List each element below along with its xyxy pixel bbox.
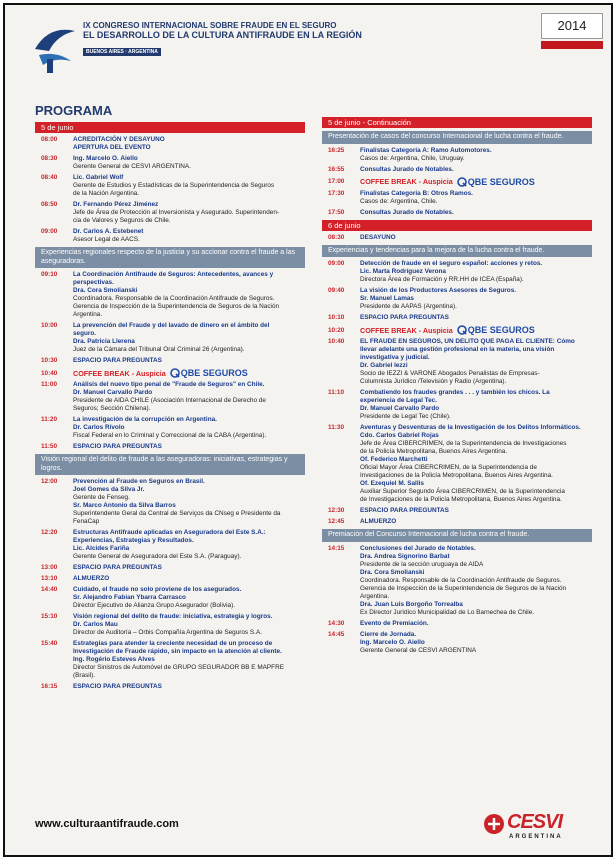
- item-title: ESPACIO PARA PREGUNTAS: [360, 507, 449, 514]
- qbe-name: QBE SEGUROS: [180, 368, 248, 378]
- item-title: experiencia de Legal Tec.: [360, 397, 437, 404]
- schedule-item: [35, 443, 305, 451]
- item-detail: Jefe de Área de Protección al Inversionista y Asegurado. Superintenden-: [73, 209, 280, 216]
- item-detail: Casos de: Argentina, Chile.: [360, 197, 438, 205]
- item-title: Cdo. Carlos Gabriel Rojas: [360, 432, 439, 439]
- item-body: [73, 381, 305, 413]
- item-time: 16:25: [328, 146, 345, 154]
- item-title: Joel Gomes da Silva Jr.: [73, 486, 145, 493]
- item-detail: Gerencia de Inspección de la Superintendencia de Seguros de la Nación: [360, 584, 567, 592]
- item-time: 16:55: [328, 165, 345, 173]
- item-title: APERTURA DEL EVENTO: [73, 144, 151, 151]
- item-body: [360, 234, 592, 242]
- item-body: [73, 322, 305, 354]
- qbe-name: QBE SEGUROS: [467, 176, 535, 187]
- item-time: 09:40: [328, 287, 345, 294]
- section-heading: Experiencias regionales respecto de la justicia y su accionar contra el fraude a las aseguradoras.: [35, 247, 305, 268]
- program-heading: PROGRAMA: [35, 103, 113, 118]
- item-body: [360, 631, 592, 655]
- item-title: Análisis del nuevo tipo penal de "Fraude de Seguros" en Chile.: [73, 381, 265, 388]
- schedule-item: [322, 314, 592, 322]
- schedule-item: [35, 155, 305, 171]
- congress-title: EL DESARROLLO DE LA CULTURA ANTIFRAUDE EN LA REGIÓN: [83, 30, 362, 40]
- header-title-block: [83, 21, 423, 58]
- schedule-item: [322, 260, 592, 284]
- item-detail: Argentina.: [360, 592, 390, 600]
- item-title: Estructuras Antifraude aplicadas en Aseguradora del Este S.A.:: [73, 529, 266, 536]
- qbe-emblem-icon: [170, 368, 180, 378]
- coffee-break: [322, 177, 592, 187]
- year-badge: 2014: [541, 13, 603, 39]
- item-title: Of. Federico Marchetti: [360, 456, 428, 463]
- item-title: Sr. Alejandro Fabian Ybarra Carrasco: [73, 594, 186, 601]
- section-heading: Premiación del Concurso Internacional de lucha contra el fraude.: [322, 529, 592, 542]
- item-detail: Gerente de Estudios y Estadísticas de la Superintendencia de Seguros: [73, 182, 275, 189]
- item-title: Sr. Marco Antonio da Silva Barros: [73, 502, 176, 509]
- item-title: Ing. Rogério Esteves Alves: [73, 656, 155, 663]
- item-body: [73, 155, 305, 171]
- item-title: Dr. Carlos A. Estebenet: [73, 228, 144, 235]
- congress-logo-icon: [31, 21, 79, 75]
- item-title: Dra. Andrea Signorino Barbat: [360, 552, 450, 560]
- coffee-break: [322, 325, 592, 335]
- cesvi-logo: [483, 811, 593, 851]
- item-detail: Presidente de la sección uruguaya de AIDA: [360, 560, 484, 568]
- coffee-break-label: COFFEE BREAK - Auspicia: [73, 368, 166, 378]
- item-detail: Director de Auditoría – Orbis Compañía Argentina de Seguros S.A.: [73, 629, 262, 636]
- item-title: Evento de Premiación.: [360, 619, 429, 627]
- coffee-break-label: COFFEE BREAK - Auspicia: [360, 177, 453, 186]
- item-body: [73, 201, 305, 225]
- schedule-item: [322, 190, 592, 206]
- item-detail: Gerente de Fenseg.: [73, 494, 130, 501]
- item-title: Cierre de Jornada.: [360, 630, 417, 638]
- item-body: [73, 136, 305, 152]
- item-title: Cuidado, el fraude no solo proviene de los asegurados.: [73, 586, 242, 593]
- item-body: [360, 338, 592, 386]
- item-detail: FenaCap: [73, 518, 100, 525]
- item-title: ESPACIO PARA PREGUNTAS: [73, 357, 162, 364]
- schedule-item: [35, 564, 305, 572]
- item-detail: Oficial Mayor Área CIBERCRIMEN, de la Superintendencia de: [360, 464, 537, 471]
- item-time: 12:45: [328, 518, 345, 525]
- item-time: 10:30: [41, 357, 58, 364]
- schedule-item: [35, 416, 305, 440]
- item-detail: cia de Valores y Seguros de Chile.: [73, 217, 171, 224]
- item-title: Consultas Jurado de Notables.: [360, 208, 454, 216]
- qbe-emblem-icon: [457, 177, 467, 187]
- schedule-item: [322, 620, 592, 628]
- schedule-item: [35, 228, 305, 244]
- item-time: 14:15: [328, 544, 345, 552]
- item-time: 12:20: [41, 529, 58, 536]
- item-body: [360, 209, 592, 217]
- item-detail: Gerencia de Inspección de la Superintendencia de Seguros de la Nación: [73, 303, 280, 310]
- item-time: 11:20: [41, 416, 57, 423]
- item-title: Lic. Gabriel Wolf: [73, 174, 124, 181]
- item-detail: Presidente de Legal Tec (Chile).: [360, 413, 451, 420]
- schedule-item: [322, 209, 592, 217]
- item-time: 09:00: [41, 228, 58, 235]
- qbe-logo: [457, 325, 535, 335]
- qbe-emblem-icon: [457, 325, 467, 335]
- schedule-item: [322, 507, 592, 515]
- item-detail: Superintendente Geral da Central de Serviços da CNseg e Presidente da: [73, 510, 281, 517]
- item-title: Dr. Manuel Carvallo Pardo: [360, 405, 440, 412]
- congress-location: BUENOS AIRES · ARGENTINA: [83, 48, 161, 56]
- day-heading: 5 de junio - Continuación: [322, 117, 592, 128]
- item-title: Ing. Marcelo O. Aiello: [73, 155, 138, 162]
- item-time: 10:40: [41, 369, 58, 377]
- cesvi-brand: CESVI: [507, 811, 563, 833]
- item-title: Estrategias para atender la creciente necesidad de un proceso de: [73, 640, 273, 647]
- item-body: [360, 424, 592, 504]
- item-detail: Coordinadora. Responsable de la Coordinación Antifraude de Seguros.: [360, 576, 562, 584]
- section-heading: Visión regional del delito de fraude a las aseguradoras: iniciativas, estrategias y logros.: [35, 454, 305, 475]
- program-page: [3, 3, 613, 857]
- item-time: 08:40: [41, 174, 58, 181]
- item-title: Investigación de Fraude rápido, sin impacto en la atención al cliente.: [73, 648, 282, 655]
- item-title: investigativa y judicial.: [360, 354, 430, 361]
- item-body: [360, 620, 592, 628]
- item-detail: Directora Área de Formación y RR.HH de ICEA (España).: [360, 276, 524, 283]
- section-heading: Experiencias y tendencias para la mejora de la lucha contra el fraude.: [322, 245, 592, 258]
- item-time: 12:00: [41, 478, 58, 485]
- schedule-item: [322, 389, 592, 421]
- item-body: [73, 575, 305, 583]
- item-time: 11:30: [328, 424, 344, 431]
- item-title: Lic. Alcides Fariña: [73, 545, 130, 552]
- item-detail: Casos de: Argentina, Chile, Uruguay.: [360, 154, 465, 162]
- item-title: DESAYUNO: [360, 233, 396, 241]
- item-detail: Director Sinistros de Automóvel de GRUPO SEGURADOR BB E MAPFRE: [73, 664, 284, 671]
- item-time: 11:50: [41, 443, 57, 450]
- item-time: 10:00: [41, 322, 58, 329]
- item-body: [73, 564, 305, 572]
- item-body: [73, 586, 305, 610]
- item-detail: de la Nación Argentina.: [73, 190, 140, 197]
- item-title: La Coordinación Antifraude de Seguros: Antecedentes, avances y: [73, 271, 274, 278]
- item-detail: (Brasil).: [73, 672, 96, 679]
- item-title: llevar adelante una gestión profesional en la materia, una visión: [360, 346, 555, 353]
- item-title: Combatiendo los fraudes grandes . . . y también los chicos. La: [360, 389, 550, 396]
- item-detail: Presidente de AAPAS (Argentina).: [360, 303, 457, 310]
- item-title: Consultas Jurado de Notables.: [360, 165, 454, 173]
- item-time: 08:50: [41, 201, 58, 208]
- item-time: 10:40: [328, 338, 345, 345]
- schedule-item: [35, 174, 305, 198]
- schedule-item: [322, 631, 592, 655]
- item-body: [73, 271, 305, 319]
- item-title: Sr. Manuel Lamas: [360, 295, 414, 302]
- item-time: 14:45: [328, 630, 345, 638]
- schedule-item: [322, 234, 592, 242]
- item-title: Finalistas Categoría A: Ramo Automotores.: [360, 146, 492, 154]
- congress-line: IX CONGRESO INTERNACIONAL SOBRE FRAUDE EN EL SEGURO: [83, 21, 337, 30]
- right-column: [322, 116, 592, 816]
- item-title: Dra. Patricia Llerena: [73, 338, 135, 345]
- day-heading: 5 de junio: [35, 122, 305, 133]
- item-detail: Auxiliar Superior Segundo Área CIBERCRIMEN, de la Superintendencia: [360, 488, 565, 495]
- schedule-item: [35, 683, 305, 691]
- item-body: [360, 287, 592, 311]
- item-body: [73, 443, 305, 451]
- item-body: [73, 613, 305, 637]
- qbe-logo: [170, 368, 248, 378]
- item-time: 16:15: [41, 683, 58, 690]
- item-time: 08:30: [41, 155, 58, 162]
- item-title: Visión regional del delito de fraude: iniciativa, estrategia y logros.: [73, 613, 273, 620]
- item-time: 14:30: [328, 619, 345, 627]
- item-body: [360, 518, 592, 526]
- item-title: Detección de fraude en el seguro español: acciones y retos.: [360, 260, 543, 267]
- item-title: Aventuras y Desventuras de la Investigación de los Delitos Informáticos.: [360, 424, 581, 431]
- item-title: Finalistas Categoría B: Otros Ramos.: [360, 189, 473, 197]
- schedule-item: [322, 147, 592, 163]
- item-title: Lic. Marta Rodríguez Verona: [360, 268, 446, 275]
- item-detail: Fiscal Federal en lo Criminal y Correccional de la CABA (Argentina).: [73, 432, 267, 439]
- item-title: ALMUERZO: [360, 518, 397, 525]
- item-title: Dr. Carlos Rívolo: [73, 424, 125, 431]
- item-title: ESPACIO PARA PREGUNTAS: [73, 443, 162, 450]
- schedule-item: [35, 640, 305, 680]
- item-title: Dr. Manuel Carvallo Pardo: [73, 389, 153, 396]
- section-heading: Presentación de casos del concurso Internacional de lucha contra el fraude.: [322, 131, 592, 144]
- schedule-item: [35, 575, 305, 583]
- item-detail: Asesor Legal de AACS.: [73, 236, 140, 243]
- item-time: 10:10: [328, 314, 345, 321]
- item-time: 10:20: [328, 326, 345, 334]
- item-detail: Gerente General de Aseguradora del Este S.A. (Paraguay).: [73, 553, 242, 560]
- item-body: [360, 545, 592, 617]
- item-time: 08:00: [41, 136, 58, 143]
- schedule-item: [35, 586, 305, 610]
- schedule-item: [35, 613, 305, 637]
- item-detail: Juez de la Cámara del Tribunal Oral Criminal 26 (Argentina).: [73, 346, 245, 353]
- item-detail: de Investigaciones de la Policía Metropolitana, Buenos Aires Argentina.: [360, 496, 562, 503]
- item-time: 09:10: [41, 271, 58, 278]
- item-detail: Gerente General de CESVI ARGENTINA: [360, 646, 477, 654]
- item-detail: Gerente General de CESVI ARGENTINA.: [73, 163, 191, 170]
- item-body: [73, 640, 305, 680]
- item-title: Dr. Gabriel Iezzi: [360, 362, 408, 369]
- item-time: 08:30: [328, 233, 345, 241]
- item-title: ESPACIO PARA PREGUNTAS: [360, 314, 449, 321]
- header: [31, 11, 591, 91]
- item-title: Conclusiones del Jurado de Notables.: [360, 544, 476, 552]
- item-title: Dra. Juan Luis Borgoño Torrealba: [360, 600, 463, 608]
- item-detail: Jefe de Área CIBERCRIMEN, de la Superintendencia de Investigaciones: [360, 440, 567, 447]
- item-body: [360, 190, 592, 206]
- item-title: La visión de los Productores Asesores de Seguros.: [360, 287, 517, 294]
- item-title: Prevención al Fraude en Seguros en Brasil.: [73, 478, 205, 485]
- item-title: perspectivas.: [73, 279, 114, 286]
- item-time: 11:00: [41, 381, 57, 388]
- item-title: ACREDITACIÓN Y DESAYUNO: [73, 136, 165, 143]
- schedule-item: [35, 201, 305, 225]
- schedule-item: [35, 136, 305, 152]
- item-detail: Seguros; Sección Chilena).: [73, 405, 151, 412]
- item-detail: Coordinadora. Responsable de la Coordinación Antifraude de Seguros.: [73, 295, 275, 302]
- cesvi-country: ARGENTINA: [509, 834, 563, 840]
- item-body: [360, 260, 592, 284]
- item-detail: Presidente de AIDA CHILE (Asociación Internacional de Derecho de: [73, 397, 266, 404]
- year-accent-bar: [541, 41, 603, 49]
- item-time: 17:50: [328, 208, 345, 216]
- item-time: 15:10: [41, 613, 58, 620]
- item-body: [73, 529, 305, 561]
- item-time: 13:10: [41, 575, 58, 582]
- schedule-item: [322, 518, 592, 526]
- item-time: 17:30: [328, 189, 345, 197]
- schedule-item: [35, 529, 305, 561]
- item-title: seguro.: [73, 330, 97, 337]
- item-detail: Ex Director Jurídico Municipalidad de Lo Barnechea de Chile.: [360, 608, 535, 616]
- coffee-break-label: COFFEE BREAK - Auspicia: [360, 325, 453, 335]
- item-body: [73, 357, 305, 365]
- schedule-item: [35, 381, 305, 413]
- item-title: ESPACIO PARA PREGUNTAS: [73, 564, 162, 571]
- item-title: EL FRAUDE EN SEGUROS, UN DELITO QUE PAGA EL CLIENTE: Cómo: [360, 338, 575, 345]
- item-detail: Columnista Jurídico /Televisión y Radio (Argentina).: [360, 378, 507, 385]
- item-time: 17:00: [328, 178, 345, 185]
- item-time: 11:10: [328, 389, 344, 396]
- qbe-logo: [457, 177, 535, 187]
- item-body: [73, 174, 305, 198]
- item-detail: Socio de IEZZI & VARONE Abogados Penalistas de Empresas-: [360, 370, 540, 377]
- item-time: 13:00: [41, 564, 58, 571]
- schedule-item: [322, 338, 592, 386]
- item-time: 09:00: [328, 260, 345, 267]
- schedule-item: [322, 545, 592, 617]
- qbe-name: QBE SEGUROS: [467, 325, 535, 335]
- item-time: 15:40: [41, 640, 58, 647]
- schedule-item: [35, 478, 305, 526]
- item-title: Ing. Marcelo O. Aiello: [360, 638, 425, 646]
- item-detail: Director Ejecutivo de Alianza Grupo Asegurador (Bolivia).: [73, 602, 235, 609]
- item-body: [73, 228, 305, 244]
- coffee-break: [35, 368, 305, 378]
- item-body: [73, 683, 305, 691]
- schedule-item: [35, 271, 305, 319]
- schedule-item: [35, 357, 305, 365]
- item-title: Experiencias, Estrategias y Resultados.: [73, 537, 194, 544]
- item-body: [73, 416, 305, 440]
- item-body: [360, 389, 592, 421]
- item-body: [360, 166, 592, 174]
- day-heading: 6 de junio: [322, 220, 592, 231]
- item-title: Dra. Cora Smolianski: [73, 287, 138, 294]
- item-body: [360, 507, 592, 515]
- schedule-item: [322, 287, 592, 311]
- item-detail: Investigaciones de la Policía Metropolitana, Buenos Aires Argentina.: [360, 472, 553, 479]
- item-title: ESPACIO PARA PREGUNTAS: [73, 683, 162, 690]
- item-title: La investigación de la corrupción en Argentina.: [73, 416, 217, 423]
- item-title: La prevención del Fraude y del lavado de dinero en el ámbito del: [73, 322, 270, 329]
- footer-url[interactable]: www.culturaantifraude.com: [35, 818, 179, 830]
- item-detail: de la Policía Metropolitana, Buenos Aires Argentina.: [360, 448, 508, 455]
- cesvi-emblem-icon: [483, 813, 505, 835]
- item-body: [360, 314, 592, 322]
- item-body: [360, 147, 592, 163]
- item-time: 12:30: [328, 507, 345, 514]
- item-detail: Argentina.: [73, 311, 103, 318]
- item-title: ALMUERZO: [73, 575, 110, 582]
- item-time: 14:40: [41, 586, 58, 593]
- schedule-item: [322, 166, 592, 174]
- item-body: [73, 478, 305, 526]
- item-title: Dra. Cora Smolianski: [360, 568, 425, 576]
- item-title: Dr. Fernando Pérez Jiménez: [73, 201, 159, 208]
- schedule-item: [35, 322, 305, 354]
- schedule-item: [322, 424, 592, 504]
- item-title: Of. Ezequiel M. Sallis: [360, 480, 424, 487]
- left-column: [35, 121, 305, 819]
- item-title: Dr. Carlos Mau: [73, 621, 118, 628]
